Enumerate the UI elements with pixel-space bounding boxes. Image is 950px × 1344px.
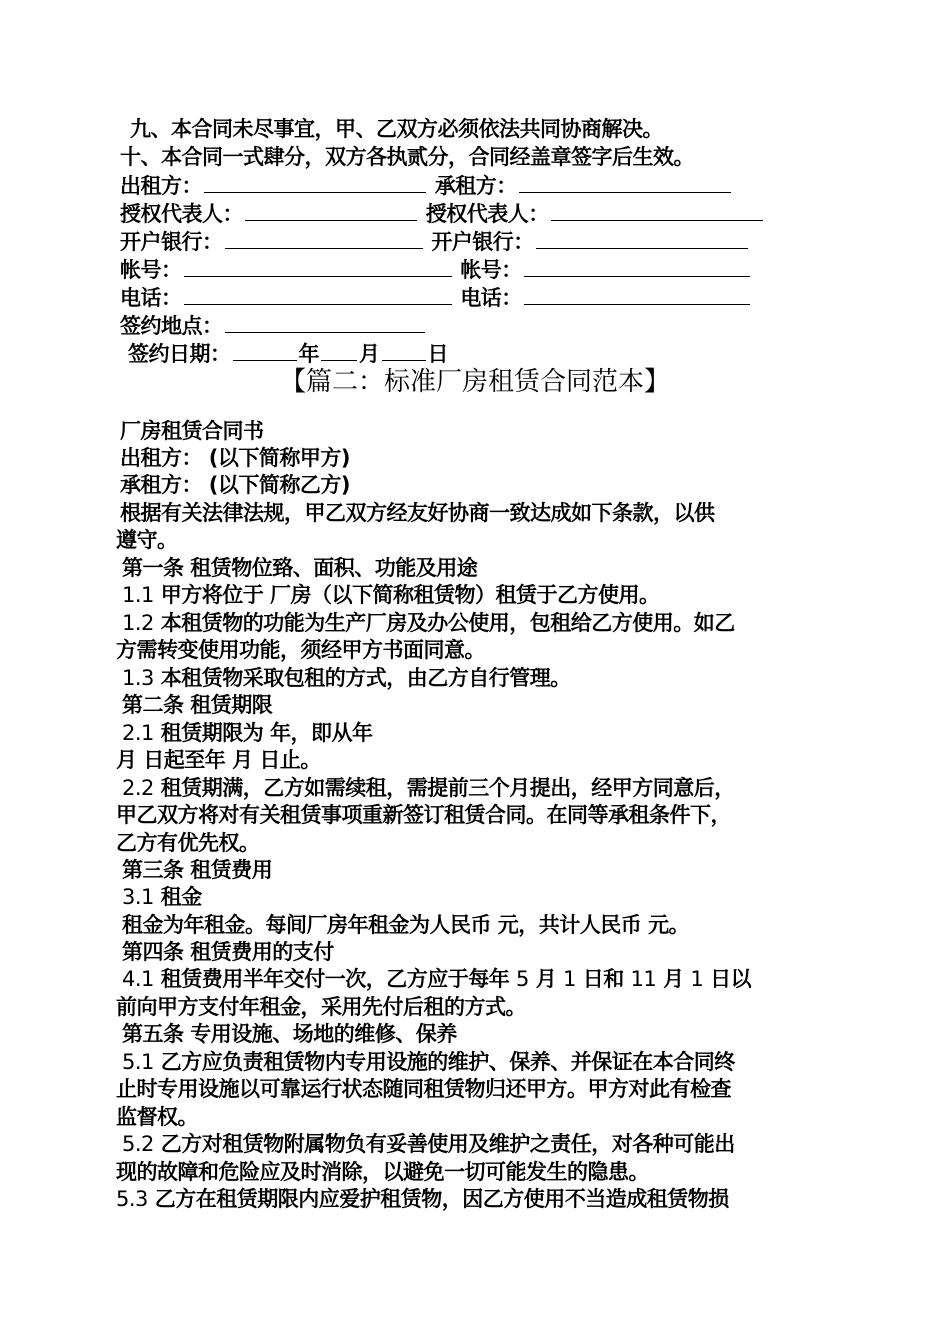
clause-5-3 bbox=[116, 1186, 729, 1213]
clause-text: 月 bbox=[656, 967, 691, 991]
phone-blank-a bbox=[184, 284, 452, 305]
date-month-blank bbox=[321, 340, 357, 361]
clause-number: 3.1 bbox=[122, 885, 154, 909]
clause-10: 十、本合同一式肆分，双方各执贰分，合同经盖章签字后生效。 bbox=[120, 145, 694, 169]
clause-5-2 bbox=[122, 1131, 735, 1158]
clause-5-1-cont-2: 监督权。 bbox=[116, 1105, 198, 1129]
clause-3-1 bbox=[122, 884, 202, 911]
date-month: 月 bbox=[359, 342, 380, 366]
clause-9: 九、本合同未尽事宜，甲、乙双方必须依法共同协商解决。 bbox=[130, 117, 663, 141]
clause-4-1 bbox=[122, 966, 751, 993]
day-number: 1 bbox=[563, 967, 576, 991]
article-2-title: 第二条 租赁期限 bbox=[122, 693, 273, 717]
place-blank bbox=[225, 312, 425, 333]
rep-blank-b bbox=[551, 200, 763, 221]
clause-text: 乙方在租赁期限内应爱护租赁物，因乙方使用不当造成租赁物损 bbox=[147, 1187, 729, 1211]
clause-1-1 bbox=[122, 582, 660, 609]
contract-title: 厂房租赁合同书 bbox=[120, 419, 264, 443]
phone-label-b: 电话： bbox=[460, 286, 522, 310]
signature-row-account bbox=[120, 256, 752, 284]
clause-number: 5.3 bbox=[116, 1187, 148, 1211]
clause-5-2-cont: 现的故障和危险应及时消除，以避免一切可能发生的隐患。 bbox=[116, 1160, 649, 1184]
clause-text: 租赁期限为 年，即从年 bbox=[153, 721, 373, 745]
clause-5-1-cont-1: 止时专用设施以可靠运行状态随同租赁物归还甲方。甲方对此有检查 bbox=[116, 1077, 731, 1101]
month-number: 11 bbox=[630, 967, 657, 991]
lessee-blank bbox=[519, 172, 731, 193]
date-year: 年 bbox=[298, 342, 319, 366]
clause-4-1-cont: 前向甲方支付年租金，采用先付后租的方式。 bbox=[116, 995, 526, 1019]
lessor-blank bbox=[204, 172, 426, 193]
article-4-title: 第四条 租赁费用的支付 bbox=[122, 940, 334, 964]
clause-text: 租赁期满，乙方如需续租，需提前三个月提出，经甲方同意后， bbox=[153, 776, 735, 800]
clause-text: 日和 bbox=[575, 967, 631, 991]
date-day-blank bbox=[382, 340, 426, 361]
clause-number: 2.2 bbox=[122, 776, 154, 800]
clause-number: 1.2 bbox=[122, 611, 154, 635]
place-label: 签约地点： bbox=[120, 314, 223, 338]
bank-blank-a bbox=[225, 228, 423, 249]
clause-2-1 bbox=[122, 720, 373, 747]
lessor-line: 出租方： (以下简称甲方) bbox=[120, 446, 351, 470]
phone-blank-b bbox=[524, 284, 750, 305]
clause-text: 甲方将位于 厂房（以下简称租赁物）租赁于乙方使用。 bbox=[153, 583, 660, 607]
bank-label-b: 开户银行： bbox=[431, 230, 534, 254]
signature-row-bank bbox=[120, 228, 750, 256]
rep-label-a: 授权代表人： bbox=[120, 202, 243, 226]
signature-row-phone bbox=[120, 284, 752, 312]
day-number: 1 bbox=[690, 967, 704, 991]
clause-number: 1.3 bbox=[122, 666, 154, 690]
clause-2-2-cont-2: 乙方有优先权。 bbox=[116, 831, 260, 855]
clause-2-1-cont: 月 日起至年 月 日止。 bbox=[116, 748, 321, 772]
lessee-line: 承租方： (以下简称乙方) bbox=[120, 473, 351, 497]
lessee-label: 承租方： bbox=[434, 174, 517, 198]
clause-text: 租赁费用半年交付一次，乙方应于每年 bbox=[153, 967, 517, 991]
clause-number: 4.1 bbox=[122, 967, 154, 991]
account-blank-b bbox=[524, 256, 750, 277]
clause-1-3 bbox=[122, 665, 571, 692]
preamble-line-1: 根据有关法律法规，甲乙双方经友好协商一致达成如下条款，以供 bbox=[120, 501, 715, 525]
clause-number: 5.1 bbox=[122, 1050, 154, 1074]
clause-text: 本租赁物采取包租的方式，由乙方自行管理。 bbox=[153, 666, 571, 690]
clause-5-1 bbox=[122, 1049, 735, 1076]
clause-1-2-cont: 方需转变使用功能，须经甲方书面同意。 bbox=[116, 638, 485, 662]
bank-blank-b bbox=[536, 228, 748, 249]
lessor-label: 出租方： bbox=[120, 174, 202, 198]
clause-text: 月 bbox=[528, 967, 564, 991]
date-year-blank bbox=[233, 340, 297, 361]
clause-text: 乙方应负责租赁物内专用设施的维护、保养、并保证在本合同终 bbox=[153, 1050, 735, 1074]
phone-label-a: 电话： bbox=[120, 286, 182, 310]
clause-number: 2.1 bbox=[122, 721, 154, 745]
clause-2-2-cont-1: 甲乙双方将对有关租赁事项重新签订租赁合同。在同等承租条件下， bbox=[116, 803, 731, 827]
account-blank-a bbox=[184, 256, 452, 277]
clause-text: 租金 bbox=[153, 885, 202, 909]
clause-number: 1.1 bbox=[122, 583, 154, 607]
bank-label-a: 开户银行： bbox=[120, 230, 223, 254]
article-5-title: 第五条 专用设施、场地的维修、保养 bbox=[122, 1022, 457, 1046]
signature-row-lessor bbox=[120, 172, 733, 200]
article-1-title: 第一条 租赁物位臵、面积、功能及用途 bbox=[122, 556, 478, 580]
clause-2-2 bbox=[122, 775, 735, 802]
signature-row-representative bbox=[120, 200, 765, 228]
month-number: 5 bbox=[516, 967, 529, 991]
clause-text: 日以 bbox=[703, 967, 752, 991]
clause-text: 本租赁物的功能为生产厂房及办公使用，包租给乙方使用。如乙 bbox=[153, 611, 735, 635]
date-label: 签约日期： bbox=[128, 342, 231, 366]
account-label-b: 帐号： bbox=[460, 258, 522, 282]
rep-blank-a bbox=[245, 200, 417, 221]
preamble-line-2: 遵守。 bbox=[116, 528, 178, 552]
clause-text: 乙方对租赁物附属物负有妥善使用及维护之责任，对各种可能出 bbox=[153, 1132, 735, 1156]
clause-number: 5.2 bbox=[122, 1132, 154, 1156]
account-label-a: 帐号： bbox=[120, 258, 182, 282]
date-day: 日 bbox=[427, 342, 448, 366]
rep-label-b: 授权代表人： bbox=[425, 202, 549, 226]
signature-row-place bbox=[120, 312, 427, 340]
signature-row-date bbox=[128, 340, 448, 368]
section-heading: 【篇二：标准厂房租赁合同范本】 bbox=[279, 367, 670, 397]
rent-line: 租金为年租金。每间厂房年租金为人民币 元，共计人民币 元。 bbox=[122, 913, 690, 937]
clause-1-2 bbox=[122, 610, 735, 637]
article-3-title: 第三条 租赁费用 bbox=[122, 858, 273, 882]
